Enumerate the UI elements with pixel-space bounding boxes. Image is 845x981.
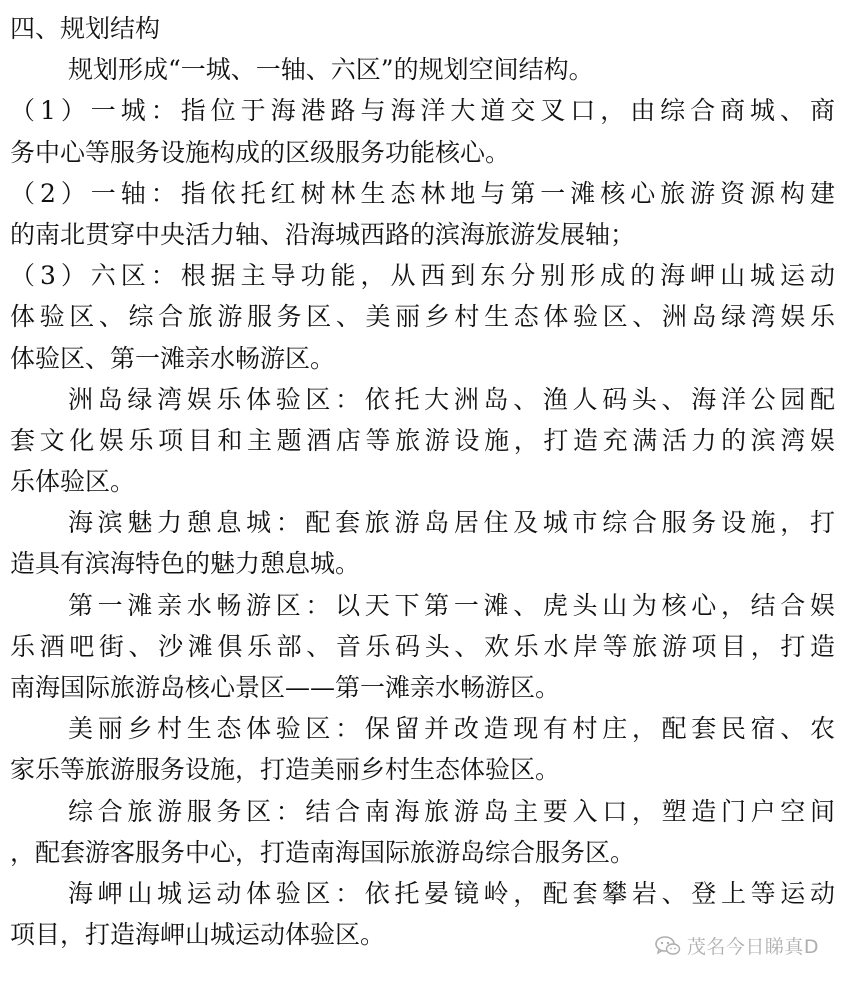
zone-resort-line-1: 海滨魅力憩息城：配套旅游岛居住及城市综合服务设施，打 <box>68 508 835 538</box>
zone-village-line-1: 美丽乡村生态体验区：保留并改造现有村庄，配套民宿、农 <box>68 714 835 744</box>
zone-service-line-1: 综合旅游服务区：结合南海旅游岛主要入口，塑造门户空间 <box>68 796 835 826</box>
zone-island-line-1: 洲岛绿湾娱乐体验区：依托大洲岛、渔人码头、海洋公园配 <box>68 384 835 414</box>
zone-village-line-2: 家乐等旅游服务设施，打造美丽乡村生态体验区。 <box>10 755 561 785</box>
wechat-icon <box>655 935 681 957</box>
intro-paragraph: 规划形成“一城、一轴、六区”的规划空间结构。 <box>68 55 594 85</box>
item-one-line-2: 务中心等服务设施构成的区级服务功能核心。 <box>10 137 511 167</box>
zone-mountain-line-2: 项目，打造海岬山城运动体验区。 <box>10 920 386 950</box>
zone-resort-line-2: 造具有滨海特色的魅力憩息城。 <box>10 549 361 579</box>
item-one-line-1: （1）一城：指位于海港路与海洋大道交叉口，由综合商城、商 <box>10 96 835 126</box>
zone-beach-line-3: 南海国际旅游岛核心景区——第一滩亲水畅游区。 <box>10 673 561 702</box>
watermark <box>655 932 819 959</box>
item-two-line-1: （2）一轴：指依托红树林生态林地与第一滩核心旅游资源构建 <box>10 178 835 208</box>
zone-mountain-line-1: 海岬山城运动体验区：依托晏镜岭，配套攀岩、登上等运动 <box>68 878 835 908</box>
item-three-line-2: 体验区、综合旅游服务区、美丽乡村生态体验区、洲岛绿湾娱乐 <box>10 302 835 332</box>
zone-service-line-2: ，配套游客服务中心，打造南海国际旅游岛综合服务区。 <box>10 837 636 867</box>
item-two-line-2: 的南北贯穿中央活力轴、沿海城西路的滨海旅游发展轴； <box>10 219 636 249</box>
item-three-line-3: 体验区、第一滩亲水畅游区。 <box>10 343 336 373</box>
zone-island-line-2: 套文化娱乐项目和主题酒店等旅游设施，打造充满活力的滨湾娱 <box>10 425 835 455</box>
item-three-line-1: （3）六区：根据主导功能，从西到东分别形成的海岬山城运动 <box>10 261 835 291</box>
zone-beach-line-2: 乐酒吧街、沙滩俱乐部、音乐码头、欢乐水岸等旅游项目，打造 <box>10 631 835 661</box>
zone-island-line-3: 乐体验区。 <box>10 467 136 497</box>
watermark-text: 茂名今日睇真D <box>686 936 819 958</box>
zone-beach-line-1: 第一滩亲水畅游区：以天下第一滩、虎头山为核心，结合娱 <box>68 590 835 620</box>
section-heading: 四、规划结构 <box>10 14 161 43</box>
